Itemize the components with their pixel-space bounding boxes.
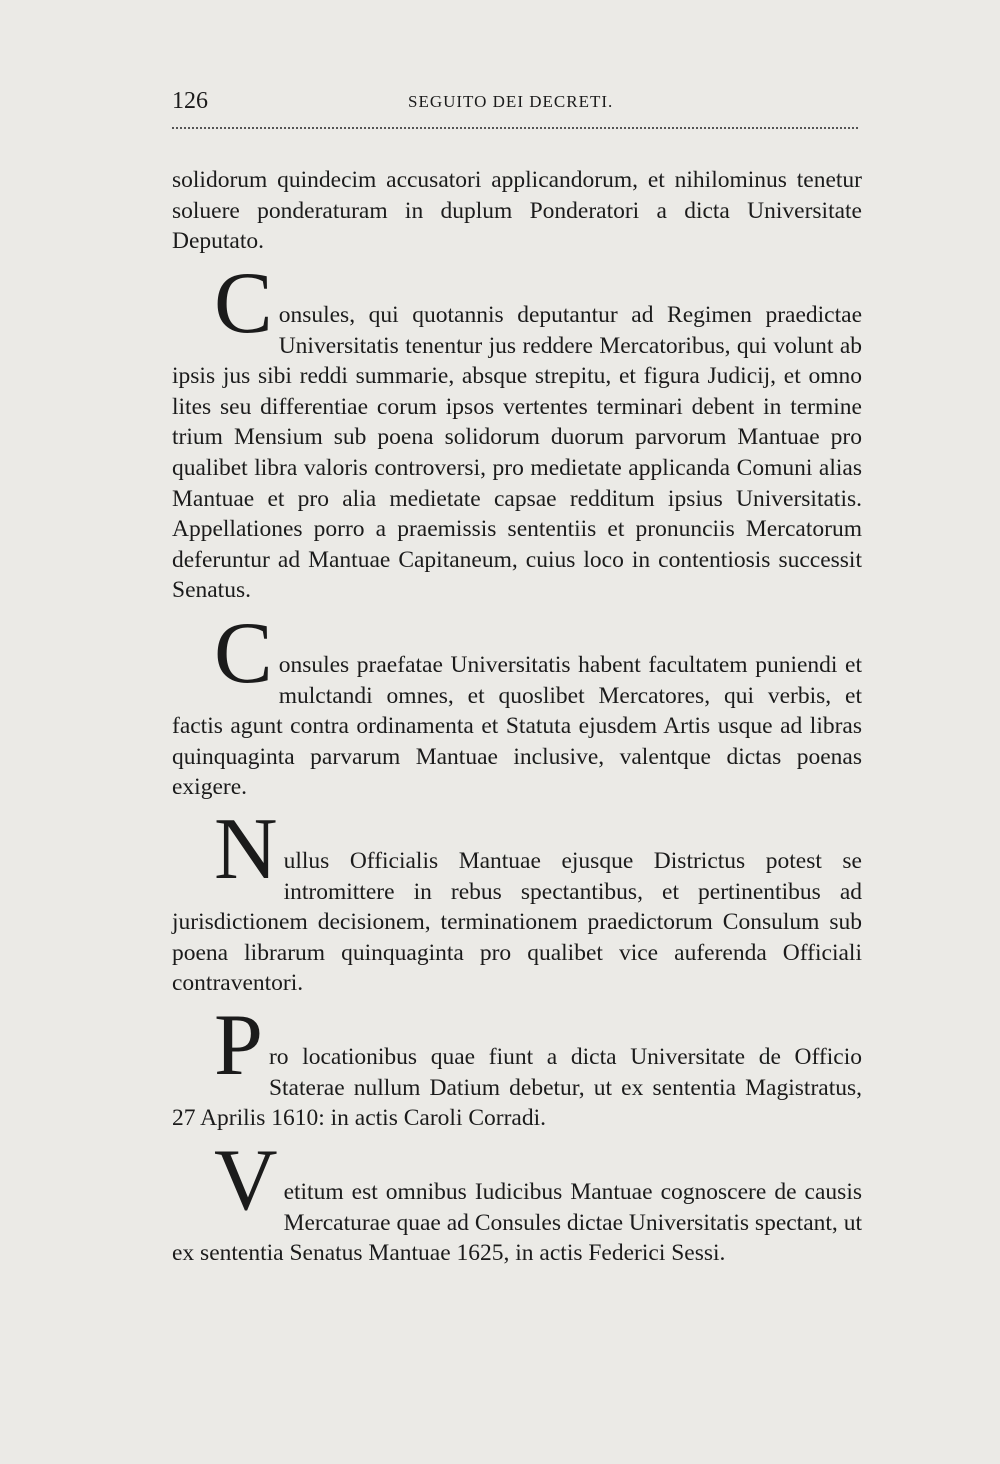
paragraph-text: solidorum quindecim accusatori applicandorum, et nihilominus tenetur soluere ponderaturam in duplum Ponderatori a dicta Universitate Deputato. [172, 167, 862, 255]
drop-cap: N [214, 801, 278, 898]
paragraph-3 [172, 605, 862, 803]
page-number: 126 [172, 88, 208, 114]
running-title: SEGUITO DEI DECRETI. [408, 92, 614, 111]
paragraph-6 [172, 1132, 862, 1269]
paragraph-1 [172, 165, 862, 257]
drop-cap: V [214, 1132, 278, 1229]
paragraph-text: ullus Officialis Mantuae ejusque Districtus potest se intromittere in rebus spectantibus, et pertinentibus ad jurisdictionem decisionem, terminationem praedictorum Consulum sub poena librarum quinquaginta pro qualibet vice auferenda Officiali contraventori. [172, 848, 862, 997]
paragraph-text: onsules, qui quotannis deputantur ad Regimen praedictae Universitatis tenentur jus reddere Mercatoribus, qui volunt ab ipsis jus sibi reddi summarie, absque strepitu, et figura Judicij, et omno lites seu differentiae corum ipsos vertentes terminari debent in termine trium Mensium sub poena solidorum duorum parvorum Mantuae pro qualibet libra valoris controversi, pro medietate applicanda Comuni alias Mantuae et pro alia medietate capsae redditum ipsius Universitatis. Appellationes porro a praemissis sententiis et pronunciis Mercatorum deferuntur ad Mantuae Capitaneum, cuius loco in contentiosis successit Senatus. [172, 302, 862, 604]
running-head [172, 88, 858, 118]
drop-cap: C [214, 255, 273, 352]
drop-cap: C [214, 605, 273, 702]
drop-cap: P [214, 997, 263, 1094]
paragraph-text: etitum est omnibus Iudicibus Mantuae cognoscere de causis Mercaturae quae ad Consules dictae Universitatis spectant, ut ex sententia Senatus Mantuae 1625, in actis Federici Sessi. [172, 1179, 862, 1267]
paragraph-text: onsules praefatae Universitatis habent facultatem puniendi et mulctandi omnes, et quoslibet Mercatores, qui verbis, et factis agunt contra ordinamenta et Statuta ejusdem Artis usque ad libras quinquaginta parvarum Mantuae inclusive, valentque dictas poenas exigere. [172, 652, 862, 801]
paragraph-4 [172, 801, 862, 999]
header-dotted-rule [172, 127, 858, 129]
paragraph-2 [172, 255, 862, 606]
paragraph-text: ro locationibus quae fiunt a dicta Universitate de Officio Staterae nullum Datium debetur, ut ex sententia Magistratus, 27 Aprilis 1610: in actis Caroli Corradi. [172, 1044, 862, 1132]
paragraph-5 [172, 997, 862, 1134]
